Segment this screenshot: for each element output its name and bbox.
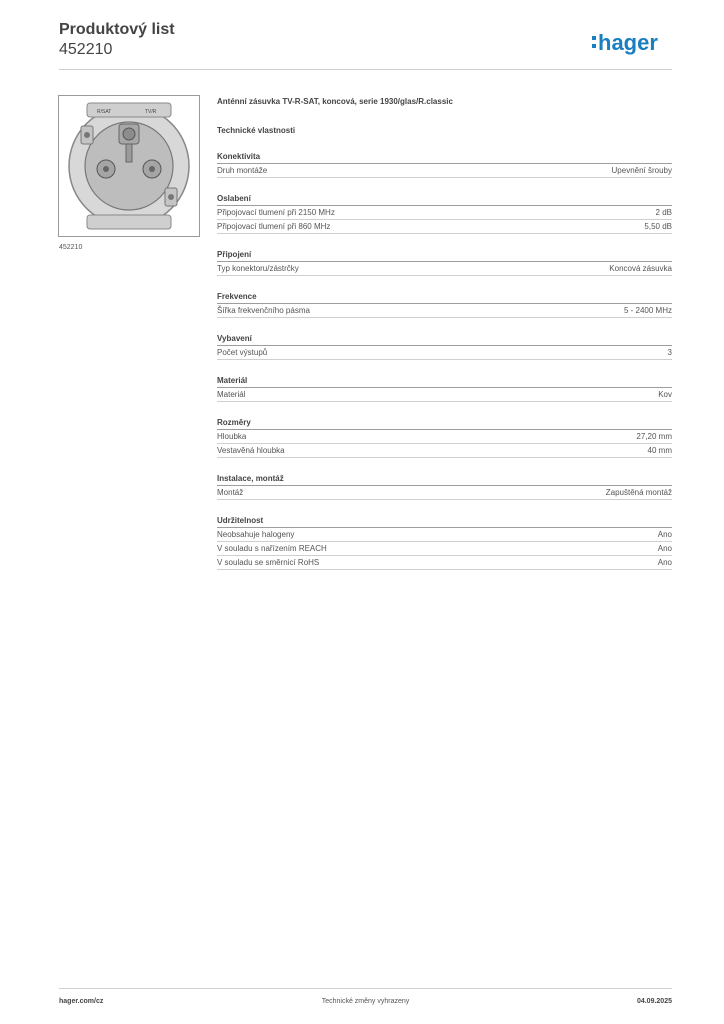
spec-group-title: Udržitelnost xyxy=(217,516,672,528)
image-label-right: TV/R xyxy=(145,109,157,115)
footer-website: hager.com/cz xyxy=(59,998,104,1005)
spec-group xyxy=(217,418,672,458)
header-divider xyxy=(59,69,672,70)
spec-value: 5,50 dB xyxy=(644,222,672,231)
spec-value: 3 xyxy=(667,348,672,357)
spec-group xyxy=(217,152,672,178)
spec-row xyxy=(217,556,672,570)
spec-group-title: Instalace, montáž xyxy=(217,474,672,486)
spec-value: Kov xyxy=(658,390,672,399)
spec-row xyxy=(217,346,672,360)
page-title: Produktový list xyxy=(59,21,175,38)
spec-group-title: Oslabení xyxy=(217,194,672,206)
hager-logo xyxy=(592,26,672,56)
spec-row xyxy=(217,430,672,444)
logo-dot-top xyxy=(592,36,596,40)
footer-date: 04.09.2025 xyxy=(636,998,672,1005)
spec-group xyxy=(217,376,672,402)
spec-group-title: Konektivita xyxy=(217,152,672,164)
spec-label: Typ konektoru/zástrčky xyxy=(217,264,299,273)
image-caption: 452210 xyxy=(59,244,83,251)
spec-label: Připojovací tlumení při 2150 MHz xyxy=(217,208,335,217)
spec-group xyxy=(217,516,672,570)
product-details xyxy=(217,97,672,570)
spec-row xyxy=(217,388,672,402)
spec-row xyxy=(217,486,672,500)
spec-value: 2 dB xyxy=(655,208,672,217)
spec-label: Počet výstupů xyxy=(217,348,268,357)
product-name: Anténní zásuvka TV-R-SAT, koncová, serie 1930/glas/R.classic xyxy=(217,97,453,106)
section-title: Technické vlastnosti xyxy=(217,126,296,135)
spec-group xyxy=(217,194,672,234)
spec-label: V souladu se směrnicí RoHS xyxy=(217,558,320,567)
spec-label: Montáž xyxy=(217,488,244,497)
spec-group-title: Vybavení xyxy=(217,334,672,346)
spec-value: 27,20 mm xyxy=(636,432,672,441)
spec-value: Ano xyxy=(657,558,672,567)
spec-value: Upevnění šrouby xyxy=(611,166,672,175)
spec-value: Zapuštěná montáž xyxy=(605,488,672,497)
spec-label: Druh montáže xyxy=(217,166,268,175)
image-label-left: R/SAT xyxy=(97,109,112,115)
logo-wordmark: hager xyxy=(598,30,658,55)
spec-label: V souladu s nařízením REACH xyxy=(217,544,327,553)
spec-row xyxy=(217,542,672,556)
spec-value: Ano xyxy=(657,530,672,539)
spec-group xyxy=(217,250,672,276)
spec-row xyxy=(217,164,672,178)
antenna-socket-illustration xyxy=(59,96,199,236)
logo-dot-bottom xyxy=(592,44,596,48)
spec-label: Šířka frekvenčního pásma xyxy=(217,306,310,315)
spec-label: Neobsahuje halogeny xyxy=(217,530,295,539)
spec-groups xyxy=(217,152,672,570)
spec-group-title: Materiál xyxy=(217,376,672,388)
spec-row xyxy=(217,220,672,234)
spec-group xyxy=(217,474,672,500)
spec-label: Vestavěná hloubka xyxy=(217,446,285,455)
spec-group-title: Rozměry xyxy=(217,418,672,430)
spec-label: Připojovací tlumení při 860 MHz xyxy=(217,222,331,231)
spec-group-title: Připojení xyxy=(217,250,672,262)
spec-row xyxy=(217,262,672,276)
spec-label: Hloubka xyxy=(217,432,247,441)
spec-row xyxy=(217,304,672,318)
spec-value: 40 mm xyxy=(647,446,672,455)
spec-row xyxy=(217,528,672,542)
spec-group xyxy=(217,334,672,360)
footer-notice: Technické změny vyhrazeny xyxy=(321,998,410,1005)
product-image xyxy=(58,95,200,237)
footer-divider xyxy=(59,988,672,989)
spec-value: 5 - 2400 MHz xyxy=(623,306,672,315)
spec-label: Materiál xyxy=(217,390,246,399)
spec-group-title: Frekvence xyxy=(217,292,672,304)
product-number: 452210 xyxy=(59,41,113,58)
spec-group xyxy=(217,292,672,318)
spec-row xyxy=(217,444,672,458)
spec-value: Ano xyxy=(657,544,672,553)
page-header xyxy=(59,20,672,70)
spec-row xyxy=(217,206,672,220)
spec-value: Koncová zásuvka xyxy=(609,264,672,273)
